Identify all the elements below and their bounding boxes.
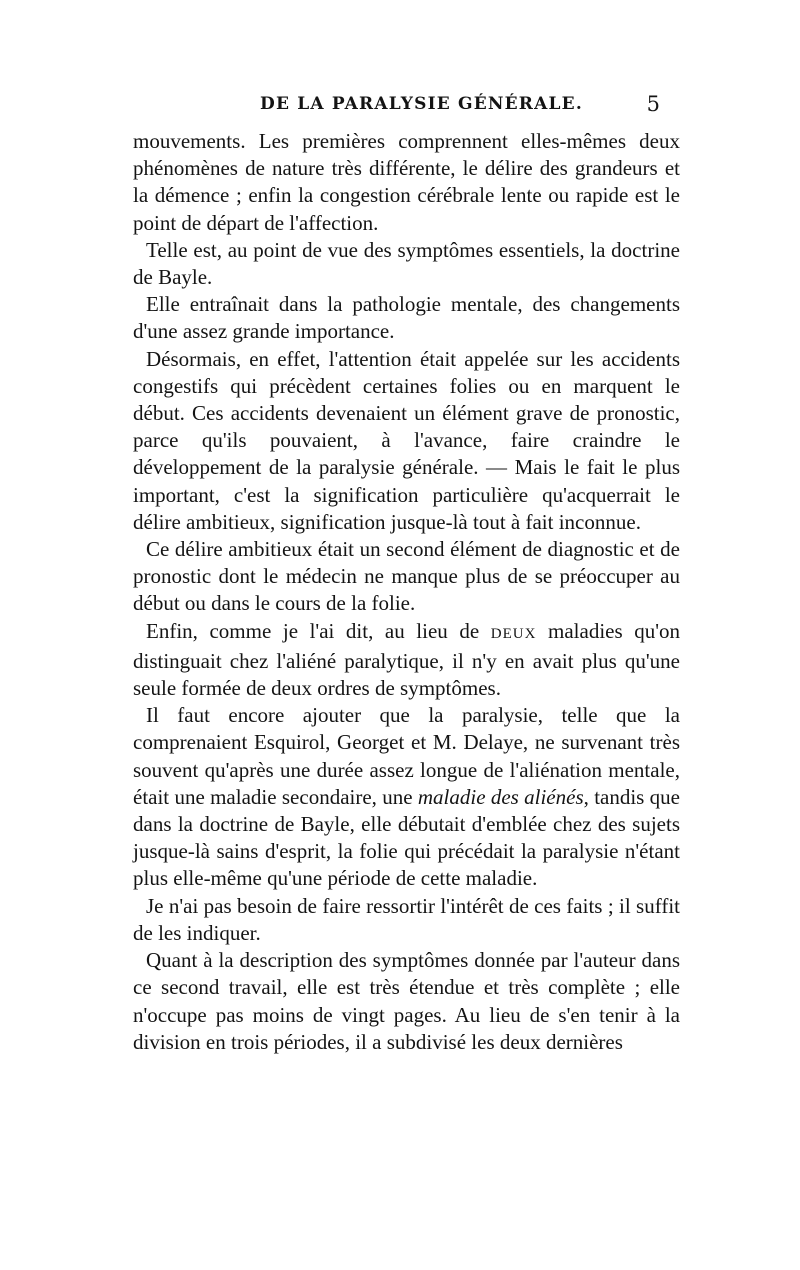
italic-phrase: maladie des aliénés <box>417 784 584 809</box>
body-text <box>133 128 680 1056</box>
smallcaps-deux: DEUX <box>490 625 537 642</box>
paragraph-1: mouvements. Les premières comprennent elles-mêmes deux phénomènes de nature très différente, le délire des grandeurs et la démence ; enfin la congestion cérébrale lente ou rapide est le point de départ de l'affection. <box>133 129 680 235</box>
paragraph-6 <box>133 618 680 703</box>
running-title: DE LA PARALYSIE GÉNÉRALE. <box>260 94 583 114</box>
running-head <box>130 92 670 122</box>
paragraph-2: Telle est, au point de vue des symptômes essentiels, la doctrine de Bayle. <box>133 237 680 290</box>
paragraph-3: Elle entraînait dans la pathologie mentale, des changements d'une assez grande importance. <box>133 292 680 344</box>
paragraph-8: Je n'ai pas besoin de faire ressortir l'intérêt de ces faits ; il suffit de les indiquer. <box>133 893 680 945</box>
paragraph-4: Désormais, en effet, l'attention était appelée sur les accidents congestifs qui précèdent certaines folies ou en marquent le début. Ces accidents devenaient un élément grave de pronostic, parce qu'ils pouvaient, à l'avance, faire craindre le développement de la paralysie générale. — Mais le fait le plus important, c'est la signification particulière qu'acquerrait le délire ambitieux, signification jusque-là tout à fait inconnue. <box>133 346 680 534</box>
paragraph-5: Ce délire ambitieux était un second élément de diagnostic et de pronostic dont le médecin ne manque plus de se préoccuper au début ou dans le cours de la folie. <box>133 537 680 616</box>
paragraph-6-text-start: Enfin, comme je l'ai dit, au lieu de <box>146 618 491 643</box>
paragraph-6-text-end: maladies qu'on distinguait chez l'aliéné paralytique, il n'y en avait plus qu'une seule formée de deux ordres de symptômes. <box>133 618 680 701</box>
paragraph-7-text-end: , tandis que dans la doctrine de Bayle, elle débutait d'emblée chez des sujets jusque-là sains d'esprit, la folie qui précédait la paralysie n'étant plus elle-même qu'une période de cette maladie. <box>133 784 680 891</box>
paragraph-7-text-start: Il faut encore ajouter que la paralysie, telle que la comprenaient Esquirol, Georget et M. Delaye, ne survenant très souvent qu'après une durée assez longue de l'aliénation mentale, était une maladie secondaire, une <box>133 703 680 809</box>
page-number: 5 <box>646 92 660 116</box>
paragraph-7 <box>133 702 680 892</box>
paragraph-9: Quant à la description des symptômes donnée par l'auteur dans ce second travail, elle est très étendue et très complète ; elle n'occupe pas moins de vingt pages. Au lieu de s'en tenir à la division en trois périodes, il a subdivisé les deux dernières <box>133 948 680 1054</box>
